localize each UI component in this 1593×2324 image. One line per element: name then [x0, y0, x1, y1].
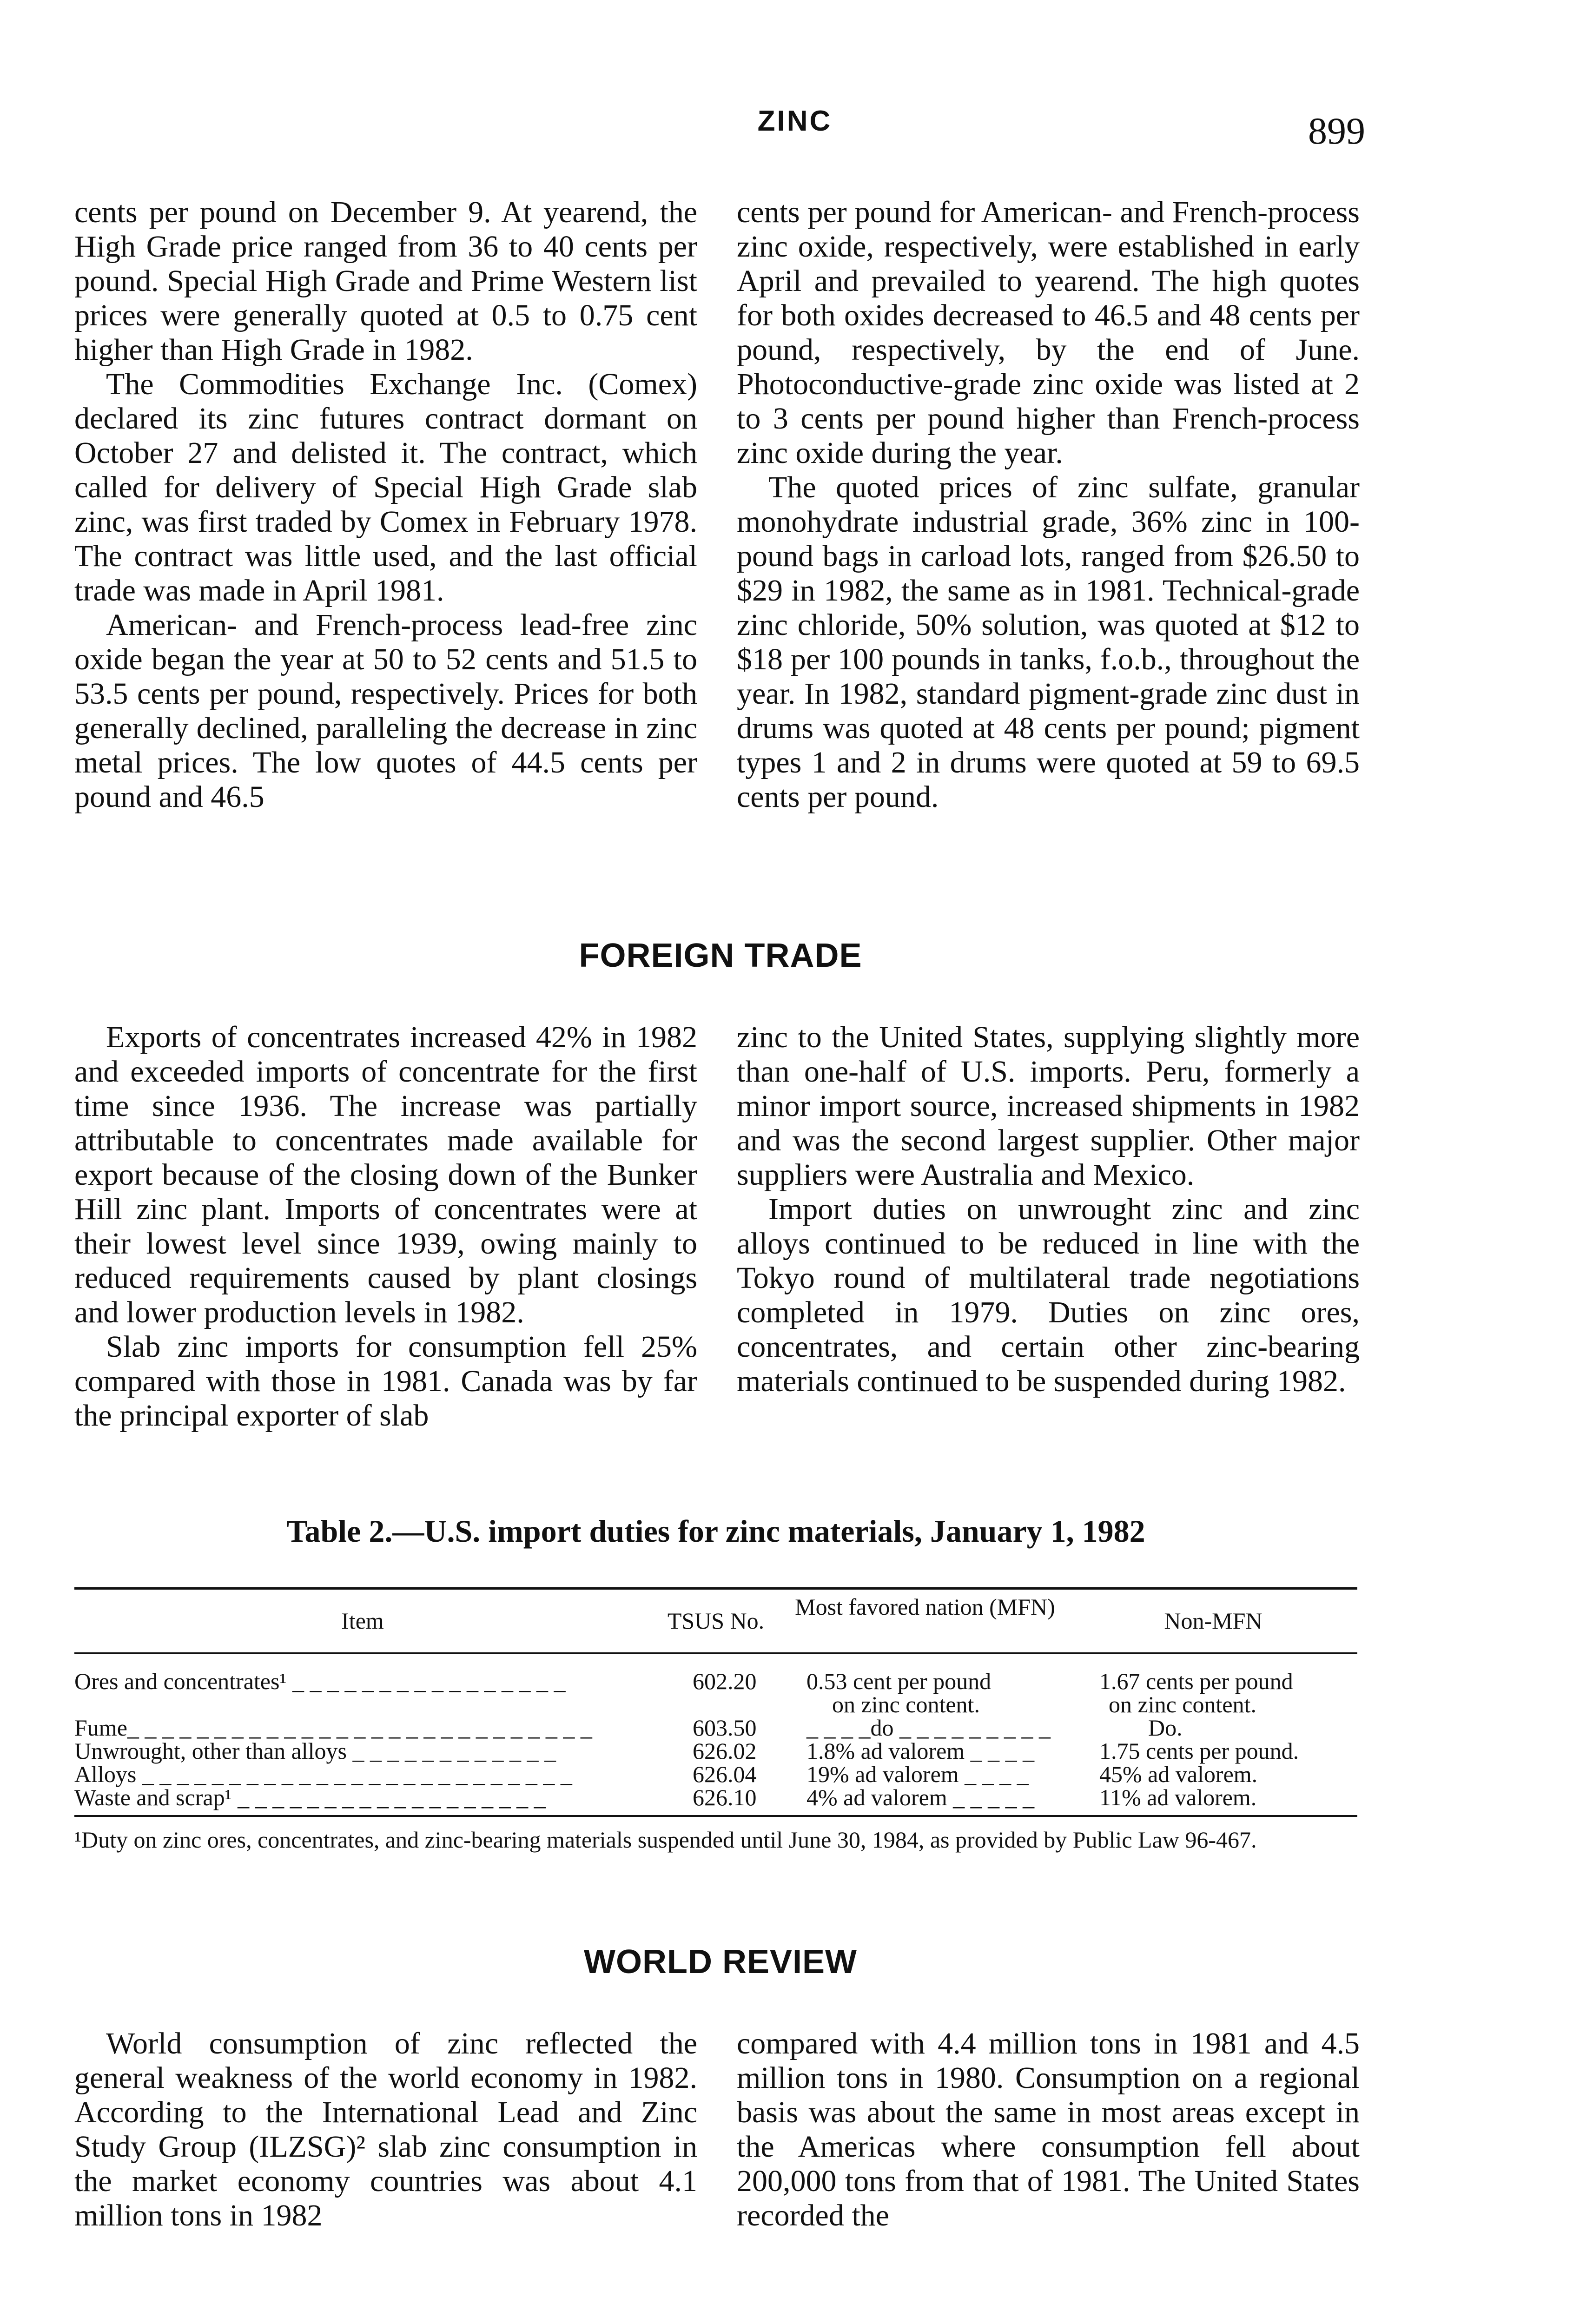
table-cell-mfn: 0.53 cent per pound — [806, 1668, 991, 1694]
paragraph: Import duties on unwrought zinc and zinc alloys continued to be reduced in line with the Tokyo round of multilateral trade negotiations completed in 1979. Duties on zinc ores, concentrates, and certain other zinc-bearing materials continued to be suspended during 1982. — [737, 1192, 1360, 1398]
table-cell-tsus: 626.04 — [693, 1761, 757, 1787]
table-top-rule — [74, 1587, 1357, 1590]
paragraph: The quoted prices of zinc sulfate, granular monohydrate industrial grade, 36% zinc in 100-pound bags in carload lots, ranged from $26.50 to $29 in 1982, the same as in 1981. Technical-grade zinc chloride, 50% solution, was quoted at $12 to $18 per 100 pounds in tanks, f.o.b., throughout the year. In 1982, standard pigment-grade zinc dust in drums was quoted at 48 cents per pound; pigment types 1 and 2 in drums were quoted at 59 to 69.5 cents per pound. — [737, 470, 1360, 814]
foreign-trade-left-column — [74, 1020, 697, 1433]
intro-left-column — [74, 195, 697, 814]
column-header-tsus: TSUS No. — [667, 1608, 765, 1634]
table-cell-nonmfn: Do. — [1148, 1715, 1183, 1741]
table-cell-mfn-continued: on zinc content. — [832, 1691, 980, 1717]
table-cell-item: Ores and concentrates¹ _ _ _ _ _ _ _ _ _ _ _ _ _ _ _ _ — [74, 1668, 566, 1694]
table-cell-mfn: 4% ad valorem _ _ _ _ _ — [806, 1784, 1035, 1810]
column-header-item: Item — [341, 1608, 384, 1634]
table-cell-mfn: 19% ad valorem _ _ _ _ — [806, 1761, 1029, 1787]
paragraph: The Commodities Exchange Inc. (Comex) declared its zinc futures contract dormant on October 27 and delisted it. The contract, which called for delivery of Special High Grade slab zinc, was first traded by Comex in February 1978. The contract was little used, and the last official trade was made in April 1981. — [74, 367, 697, 607]
intro-right-column — [737, 195, 1360, 814]
paragraph: compared with 4.4 million tons in 1981 and 4.5 million tons in 1980. Consumption on a regional basis was about the same in most areas except in the Americas where consumption fell about 200,000 tons from that of 1981. The United States recorded the — [737, 2027, 1360, 2232]
paragraph: cents per pound on December 9. At yearend, the High Grade price ranged from 36 to 40 cents per pound. Special High Grade and Prime Western list prices were generally quoted at 0.5 to 0.75 cent higher than High Grade in 1982. — [74, 195, 697, 367]
table-cell-item: Fume_ _ _ _ _ _ _ _ _ _ _ _ _ _ _ _ _ _ _ _ _ _ _ _ _ _ _ — [74, 1715, 592, 1741]
foreign-trade-right-column — [737, 1020, 1360, 1399]
page-number: 899 — [1308, 110, 1365, 152]
table-cell-mfn: _ _ _ _do _ _ _ _ _ _ _ _ _ — [806, 1715, 1051, 1741]
table-bottom-rule — [74, 1815, 1357, 1817]
table-title: Table 2.—U.S. import duties for zinc materials, January 1, 1982 — [286, 1513, 1145, 1549]
table-cell-nonmfn: 11% ad valorem. — [1099, 1784, 1257, 1810]
table-cell-nonmfn: 45% ad valorem. — [1099, 1761, 1258, 1787]
paragraph: Exports of concentrates increased 42% in 1982 and exceeded imports of concentrate for the first time since 1936. The increase was partially attributable to concentrates made available for export because of the closing down of the Bunker Hill zinc plant. Imports of concentrates were at their lowest level since 1939, owing mainly to reduced requirements caused by plant closings and lower production levels in 1982. — [74, 1020, 697, 1329]
paragraph: World consumption of zinc reflected the general weakness of the world economy in 1982. According to the International Lead and Zinc Study Group (ILZSG)² slab zinc consumption in the market economy countries was about 4.1 million tons in 1982 — [74, 2027, 697, 2232]
paragraph: cents per pound for American- and French-process zinc oxide, respectively, were established in early April and prevailed to yearend. The high quotes for both oxides decreased to 46.5 and 48 cents per pound, respectively, by the end of June. Photoconductive-grade zinc oxide was listed at 2 to 3 cents per pound higher than French-process zinc oxide during the year. — [737, 195, 1360, 470]
table-cell-mfn: 1.8% ad valorem _ _ _ _ — [806, 1738, 1035, 1764]
table-cell-nonmfn: 1.75 cents per pound. — [1099, 1738, 1299, 1764]
table-footnote: ¹Duty on zinc ores, concentrates, and zinc-bearing materials suspended until June 30, 1984, as provided by Public Law 96-467. — [74, 1827, 1257, 1853]
table-cell-item: Waste and scrap¹ _ _ _ _ _ _ _ _ _ _ _ _ _ _ _ _ _ _ — [74, 1784, 546, 1810]
table-cell-tsus: 626.10 — [693, 1784, 757, 1810]
paragraph: Slab zinc imports for consumption fell 25% compared with those in 1981. Canada was by far the principal exporter of slab — [74, 1330, 697, 1433]
running-head: ZINC — [757, 105, 833, 137]
table-cell-tsus: 603.50 — [693, 1715, 757, 1741]
section-heading-world-review: WORLD REVIEW — [584, 1943, 857, 1981]
table-cell-nonmfn-continued: on zinc content. — [1109, 1691, 1256, 1717]
table-cell-item: Unwrought, other than alloys _ _ _ _ _ _ _ _ _ _ _ _ — [74, 1738, 556, 1764]
table-header-rule — [74, 1652, 1357, 1654]
world-review-left-column — [74, 2027, 697, 2233]
paragraph: American- and French-process lead-free zinc oxide began the year at 50 to 52 cents and 51.5 to 53.5 cents per pound, respectively. Prices for both generally declined, paralleling the decrease in zinc metal prices. The low quotes of 44.5 cents per pound and 46.5 — [74, 608, 697, 814]
table-cell-tsus: 602.20 — [693, 1668, 757, 1694]
table-cell-tsus: 626.02 — [693, 1738, 757, 1764]
column-header-mfn: Most favored nation (MFN) — [795, 1594, 1055, 1620]
table-cell-nonmfn: 1.67 cents per pound — [1099, 1668, 1293, 1694]
world-review-right-column — [737, 2027, 1360, 2233]
paragraph: zinc to the United States, supplying slightly more than one-half of U.S. imports. Peru, formerly a minor import source, increased shipments in 1982 and was the second largest supplier. Other major suppliers were Australia and Mexico. — [737, 1020, 1360, 1192]
column-header-nonmfn: Non-MFN — [1164, 1608, 1263, 1634]
table-cell-item: Alloys _ _ _ _ _ _ _ _ _ _ _ _ _ _ _ _ _ _ _ _ _ _ _ _ _ — [74, 1761, 572, 1787]
section-heading-foreign-trade: FOREIGN TRADE — [579, 937, 862, 974]
